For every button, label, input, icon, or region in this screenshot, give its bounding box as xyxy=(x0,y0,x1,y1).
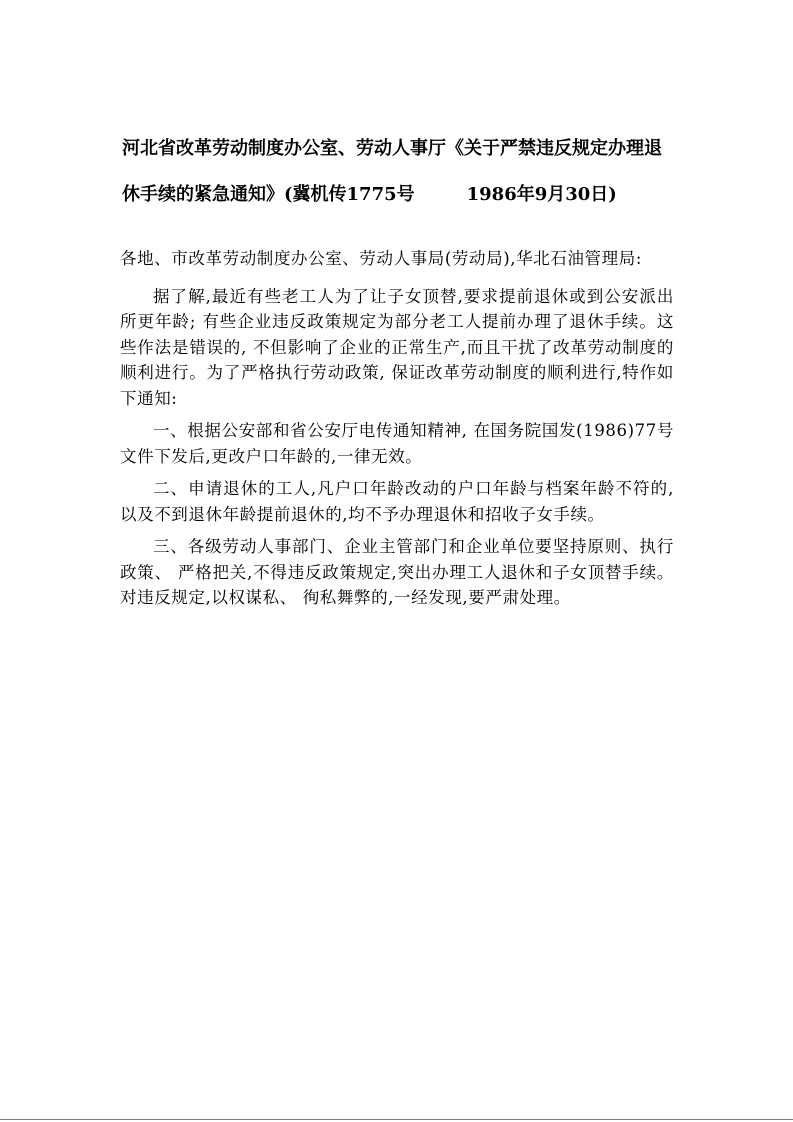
salutation: 各地、市改革劳动制度办公室、劳动人事局(劳动局),华北石油管理局: xyxy=(120,249,642,268)
page-bottom-rule xyxy=(0,1119,793,1120)
paragraph-item-3: 三、各级劳动人事部门、企业主管部门和企业单位要坚持原则、执行政策、 严格把关,不得违反政策规定,突出办理工人退休和子女顶替手续。对违反规定,以权谋私、 徇私舞弊的,一经发现,要严肃处理。 xyxy=(120,537,674,607)
title-line-1: 河北省改革劳动制度办公室、劳动人事厅《关于严禁违反规定办理退 xyxy=(122,138,662,159)
paragraph-item-1: 一、根据公安部和省公安厅电传通知精神, 在国务院国发(1986)77号文件下发后,更改户口年龄的,一律无效。 xyxy=(120,421,674,466)
paragraph-item-2: 二、申请退休的工人,凡户口年龄改动的户口年龄与档案年龄不符的, 以及不到退休年龄提前退休的,均不予办理退休和招收子女手续。 xyxy=(120,479,674,524)
title-date: 1986年9月30日) xyxy=(466,184,617,205)
title-document-number: 休手续的紧急通知》(冀机传1775号 xyxy=(122,184,415,205)
paragraph-intro: 据了解,最近有些老工人为了让子女顶替,要求提前退休或到公安派出所更年龄; 有些企业违反政策规定为部分老工人提前办理了退休手续。这些作法是错误的, 不但影响了企业的正常生产,而且干扰了改革劳动制度的顺利进行。为了严格执行劳动政策, 保证改革劳动制度的顺利进行,特作如下通知: xyxy=(120,286,674,408)
title-line-2 xyxy=(122,172,682,218)
document-body xyxy=(120,246,674,618)
document-title xyxy=(122,126,682,218)
